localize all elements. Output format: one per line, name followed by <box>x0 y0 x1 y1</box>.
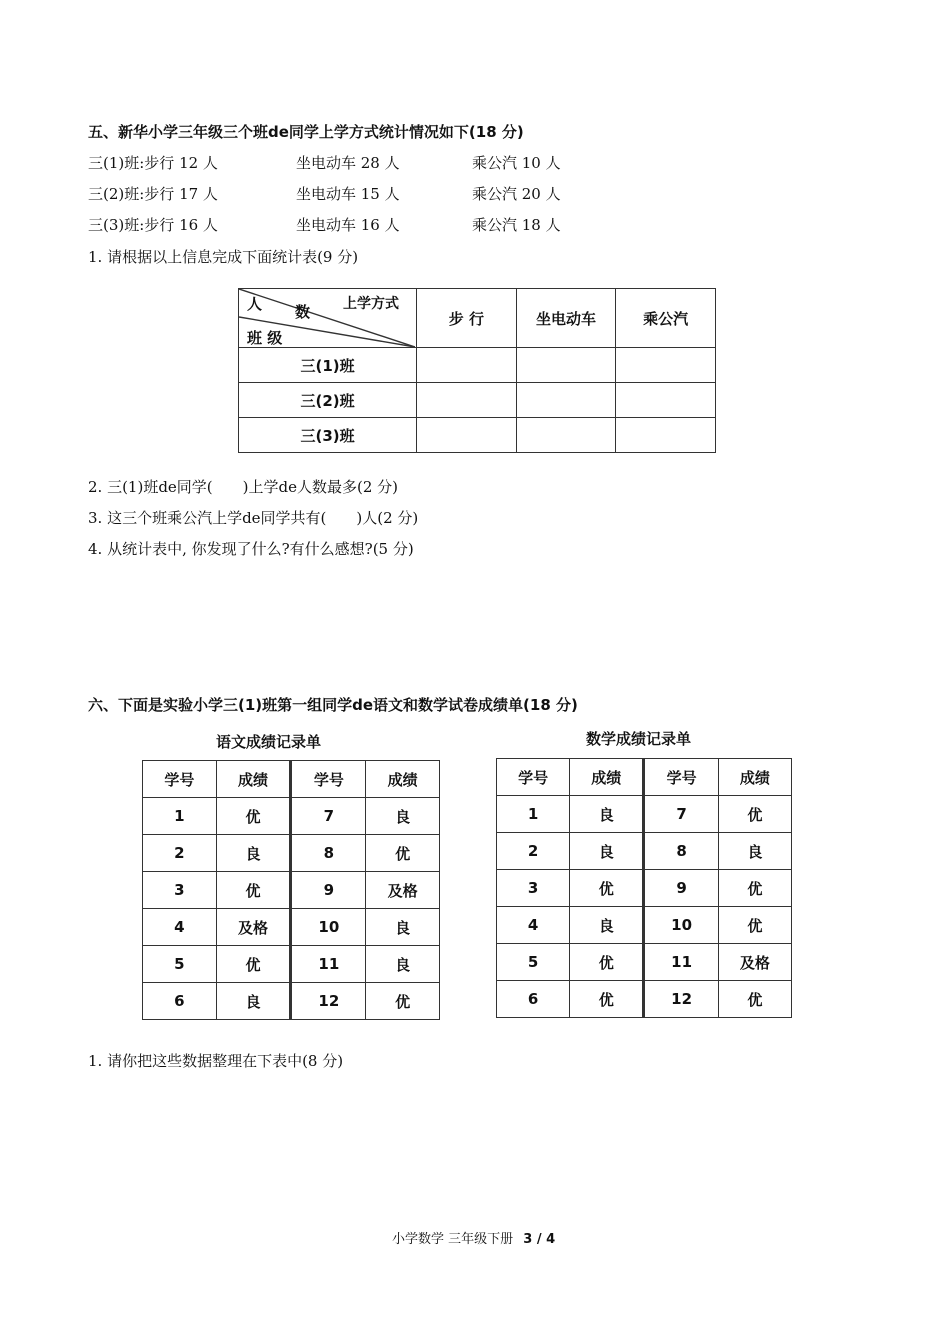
student-id: 11 <box>644 944 718 981</box>
class2-bus: 乘公汽 20 人 <box>472 185 561 203</box>
question-6-1: 1. 请你把这些数据整理在下表中(8 分) <box>88 1052 344 1070</box>
grade: 良 <box>366 798 440 835</box>
student-id: 8 <box>291 835 366 872</box>
grade: 及格 <box>718 944 791 981</box>
chinese-score-caption: 语文成绩记录单 <box>216 733 322 751</box>
blank-cell[interactable] <box>417 383 517 418</box>
class3-ev: 坐电动车 16 人 <box>296 216 400 234</box>
diag-label-ren: 人 <box>247 295 263 313</box>
grade: 优 <box>570 981 644 1018</box>
student-id: 6 <box>497 981 570 1018</box>
grade: 良 <box>216 835 291 872</box>
student-id: 7 <box>644 796 718 833</box>
grade: 良 <box>366 909 440 946</box>
student-id: 3 <box>143 872 217 909</box>
header-bus: 乘公汽 <box>616 289 716 348</box>
grade: 优 <box>718 981 791 1018</box>
student-id: 4 <box>143 909 217 946</box>
table-row <box>497 981 792 1018</box>
student-id: 8 <box>644 833 718 870</box>
class2-ev: 坐电动车 15 人 <box>296 185 400 203</box>
grade: 优 <box>570 870 644 907</box>
math-score-caption: 数学成绩记录单 <box>586 730 692 748</box>
class3-walk: 三(3)班:步行 16 人 <box>88 216 218 234</box>
blank-cell[interactable] <box>516 383 616 418</box>
grade: 优 <box>718 796 791 833</box>
page-number: 3 / 4 <box>523 1232 556 1247</box>
student-id: 3 <box>497 870 570 907</box>
table-row <box>143 946 440 983</box>
blank-cell[interactable] <box>516 348 616 383</box>
student-id: 2 <box>143 835 217 872</box>
table-row <box>497 870 792 907</box>
grade: 优 <box>570 944 644 981</box>
col-header-grade: 成绩 <box>570 759 644 796</box>
table-row <box>497 796 792 833</box>
grade: 及格 <box>216 909 291 946</box>
question-5-1: 1. 请根据以上信息完成下面统计表(9 分) <box>88 248 359 266</box>
grade: 优 <box>216 798 291 835</box>
class3-bus: 乘公汽 18 人 <box>472 216 561 234</box>
col-header-grade: 成绩 <box>718 759 791 796</box>
table-row <box>143 983 440 1020</box>
student-id: 5 <box>497 944 570 981</box>
question-5-2: 2. 三(1)班de同学( )上学de人数最多(2 分) <box>88 478 399 496</box>
student-id: 10 <box>291 909 366 946</box>
table-row <box>143 798 440 835</box>
row-class2: 三(2)班 <box>239 383 417 418</box>
transport-stat-table <box>238 288 716 453</box>
table-row <box>497 944 792 981</box>
question-5-4: 4. 从统计表中, 你发现了什么?有什么感想?(5 分) <box>88 540 414 558</box>
question-5-3: 3. 这三个班乘公汽上学de同学共有( )人(2 分) <box>88 509 419 527</box>
student-id: 7 <box>291 798 366 835</box>
student-id: 2 <box>497 833 570 870</box>
col-header-id: 学号 <box>143 761 217 798</box>
student-id: 6 <box>143 983 217 1020</box>
diag-label-class: 班 级 <box>247 329 283 347</box>
diagonal-header-cell <box>239 289 417 348</box>
grade: 良 <box>570 796 644 833</box>
student-id: 5 <box>143 946 217 983</box>
class1-walk: 三(1)班:步行 12 人 <box>88 154 218 172</box>
grade: 良 <box>216 983 291 1020</box>
grade: 优 <box>216 872 291 909</box>
col-header-id: 学号 <box>291 761 366 798</box>
student-id: 9 <box>644 870 718 907</box>
class2-walk: 三(2)班:步行 17 人 <box>88 185 218 203</box>
col-header-grade: 成绩 <box>216 761 291 798</box>
grade: 优 <box>366 835 440 872</box>
grade: 优 <box>718 907 791 944</box>
table-row <box>143 872 440 909</box>
grade: 良 <box>570 833 644 870</box>
blank-cell[interactable] <box>616 348 716 383</box>
table-row <box>497 833 792 870</box>
blank-cell[interactable] <box>616 383 716 418</box>
student-id: 10 <box>644 907 718 944</box>
header-ev: 坐电动车 <box>516 289 616 348</box>
student-id: 1 <box>143 798 217 835</box>
table-row <box>497 907 792 944</box>
col-header-id: 学号 <box>644 759 718 796</box>
chinese-score-table <box>142 760 440 1020</box>
student-id: 12 <box>644 981 718 1018</box>
diag-label-shu: 数 <box>295 303 311 321</box>
student-id: 12 <box>291 983 366 1020</box>
section5-title: 五、新华小学三年级三个班de同学上学方式统计情况如下(18 分) <box>88 123 524 141</box>
grade: 及格 <box>366 872 440 909</box>
col-header-grade: 成绩 <box>366 761 440 798</box>
section6-title: 六、下面是实验小学三(1)班第一组同学de语文和数学试卷成绩单(18 分) <box>88 696 578 714</box>
student-id: 1 <box>497 796 570 833</box>
class1-ev: 坐电动车 28 人 <box>296 154 400 172</box>
math-score-table <box>496 758 792 1018</box>
student-id: 4 <box>497 907 570 944</box>
student-id: 9 <box>291 872 366 909</box>
student-id: 11 <box>291 946 366 983</box>
footer-text <box>392 1228 555 1247</box>
blank-cell[interactable] <box>516 418 616 453</box>
col-header-id: 学号 <box>497 759 570 796</box>
row-class3: 三(3)班 <box>239 418 417 453</box>
grade: 良 <box>366 946 440 983</box>
grade: 良 <box>570 907 644 944</box>
row-class1: 三(1)班 <box>239 348 417 383</box>
footer-label: 小学数学 三年级下册 <box>392 1232 514 1247</box>
blank-cell[interactable] <box>616 418 716 453</box>
grade: 良 <box>718 833 791 870</box>
class1-bus: 乘公汽 10 人 <box>472 154 561 172</box>
table-row <box>143 835 440 872</box>
blank-cell[interactable] <box>417 348 517 383</box>
blank-cell[interactable] <box>417 418 517 453</box>
grade: 优 <box>366 983 440 1020</box>
diag-label-mode: 上学方式 <box>343 296 399 312</box>
header-walk: 步 行 <box>417 289 517 348</box>
grade: 优 <box>718 870 791 907</box>
table-row <box>143 909 440 946</box>
grade: 优 <box>216 946 291 983</box>
